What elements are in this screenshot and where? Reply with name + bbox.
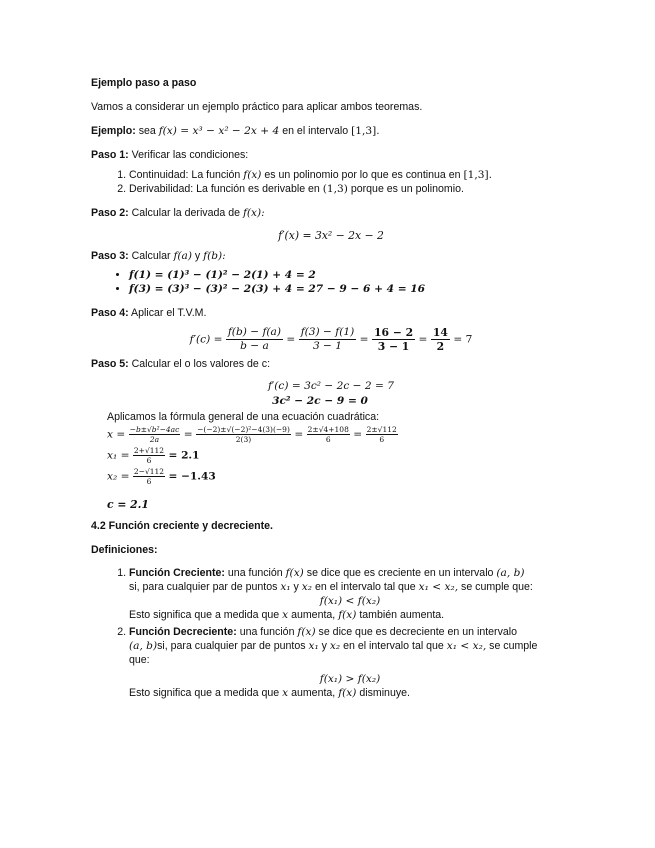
condition-item (129, 182, 571, 196)
fraction-denominator: 6 (146, 477, 152, 486)
fraction-numerator: 2±√4+108 (307, 425, 349, 434)
quadratic-fraction-2 (196, 425, 291, 444)
fraction-denominator: 3 − 1 (377, 340, 410, 353)
example-interval: [1,3]. (351, 125, 380, 137)
step1 (91, 148, 571, 162)
condition-item (129, 168, 571, 182)
step5-equations (91, 379, 571, 409)
evaluation-item: • f(3) = (3)³ − (3)² − 2(3) + 4 = 27 − 9 − 6 + 4 = 16 (129, 282, 571, 296)
step3 (91, 249, 571, 263)
step2-label: Paso 2: (91, 207, 129, 219)
definition-math: x (282, 609, 289, 621)
step3-fa: f(a) (173, 250, 192, 262)
tvm-fraction-4 (431, 326, 450, 353)
definition-text: una función (239, 626, 295, 638)
tvm-fraction-2 (299, 326, 356, 353)
definition-text: que: (129, 654, 150, 666)
example-heading: Ejemplo paso a paso (91, 77, 197, 89)
conditions-list (91, 168, 571, 196)
fraction-numerator: 14 (432, 326, 448, 339)
condition-text: Derivabilidad: La función es derivable en (129, 183, 320, 195)
definition-math: x₁ < x₂, (446, 640, 487, 652)
definition-text: también aumenta. (359, 609, 445, 621)
definition-text: Esto significa que a medida que (129, 609, 280, 621)
definition-math: x₁ (280, 581, 291, 593)
step2 (91, 206, 571, 220)
example-label: Ejemplo: (91, 125, 136, 137)
fraction-numerator: 16 − 2 (373, 326, 414, 339)
definitions (91, 566, 571, 700)
condition-text: es un polinomio por lo que es continua en (264, 169, 461, 181)
fraction-numerator: 2−√112 (133, 467, 165, 476)
fraction-denominator: 6 (379, 435, 385, 444)
definition-text: en el intervalo tal que (314, 581, 416, 593)
step3-text: Calcular (131, 250, 171, 262)
x1-fraction (133, 446, 165, 465)
fraction-denominator: 2 (436, 340, 445, 353)
tvm-equation: f′(c) = $\frac{f(b) - f(a)}{b - a}$ = $\frac{f(3) - f(1)}{3 - 1}$ = $\frac{16 - 2}{3 - 1}$ = $\frac{14}{2}$ = 7 (189, 326, 473, 353)
eq5-line1: f′(c) = 3c² − 2c − 2 = 7 (267, 380, 395, 392)
tvm-result: = 7 (453, 333, 473, 346)
definition-text: se dice que es decreciente en un intervalo (318, 626, 518, 638)
quadratic-lhs: x = (107, 428, 126, 441)
definition-text: se cumple que: (461, 581, 533, 593)
step1-text: Verificar las condiciones: (131, 149, 249, 161)
definition-math: x₂ (329, 640, 341, 652)
step2-function: f(x): (242, 207, 265, 219)
fraction-denominator: b − a (240, 340, 269, 352)
definition-math: x₂ (301, 581, 313, 593)
fraction-denominator: 2a (149, 435, 160, 444)
definition-text: Esto significa que a medida que (129, 687, 280, 699)
condition-math: f(x) (243, 169, 262, 181)
definition-text: aumenta, (291, 609, 336, 621)
definition-math: (a, b) (496, 567, 525, 579)
evaluations-list (91, 268, 571, 296)
step4-label: Paso 4: (91, 307, 129, 319)
definition-term: Función Decreciente: (129, 626, 237, 638)
document-page (91, 72, 571, 701)
x1-result: = 2.1 (168, 449, 200, 462)
tvm-fraction-1 (226, 326, 283, 353)
definition-term: Función Creciente: (129, 567, 225, 579)
condition-math: [1,3]. (463, 169, 492, 181)
definition-text: se cumple (489, 640, 538, 652)
example-text-b: en el intervalo (282, 125, 349, 137)
definition-math: f(x) (338, 687, 357, 699)
quadratic-intro: Aplicamos la fórmula general de una ecuación cuadrática: (107, 411, 380, 423)
definitions-list (91, 566, 571, 700)
fraction-numerator: f(3) − f(1) (300, 326, 355, 338)
section-title: 4.2 Función creciente y decreciente. (91, 520, 273, 532)
definition-text: en el intervalo tal que (343, 640, 444, 652)
definition-math: f(x) (338, 609, 357, 621)
definition-text: disminuye. (359, 687, 410, 699)
step1-label: Paso 1: (91, 149, 129, 161)
step2-text: Calcular la derivada de (131, 207, 240, 219)
x1-lhs: x₁ = (107, 449, 130, 462)
definition-math: x₁ < x₂, (418, 581, 459, 593)
x2-fraction (133, 467, 165, 486)
definition-math: f(x) (297, 626, 316, 638)
step4-text: Aplicar el T.V.M. (131, 307, 207, 319)
example-function: f(x) = x³ − x² − 2x + 4 (158, 125, 280, 137)
definition-increasing (129, 566, 571, 622)
definition-decreasing (129, 625, 571, 700)
definition-math: (a, b) (129, 640, 158, 652)
fraction-numerator: 2±√112 (366, 425, 397, 434)
tvm-lhs: f′(c) = (189, 333, 223, 346)
quadratic-fraction-3 (307, 425, 350, 444)
definition-text: y (293, 581, 299, 593)
step4 (91, 306, 571, 320)
step3-fb: f(b): (203, 250, 226, 262)
definition-text: una función (227, 567, 283, 579)
x2-lhs: x₂ = (107, 470, 130, 483)
fraction-numerator: 2+√112 (133, 446, 165, 455)
quadratic-fraction-1 (129, 425, 181, 444)
fraction-denominator: 3 − 1 (312, 340, 343, 352)
example-statement (91, 124, 571, 138)
fraction-denominator: 6 (146, 456, 152, 465)
step3-y: y (194, 250, 201, 262)
definition-text: se dice que es creciente en un intervalo (306, 567, 494, 579)
quadratic-fraction-4 (366, 425, 398, 444)
fraction-numerator: −(−2)±√(−2)²−4(3)(−9) (197, 425, 290, 434)
fraction-numerator: f(b) − f(a) (227, 326, 281, 338)
definitions-title: Definiciones: (91, 544, 158, 556)
evaluation-item: • f(1) = (1)³ − (1)² − 2(1) + 4 = 2 (129, 268, 571, 282)
eq5-line2: 3c² − 2c − 9 = 0 (272, 395, 368, 407)
condition-text: Continuidad: La función (129, 169, 241, 181)
definition-formula: f(x₁) < f(x₂) (319, 595, 381, 607)
step5-text: Calcular el o los valores de c: (131, 358, 271, 370)
definition-formula: f(x₁) > f(x₂) (319, 673, 381, 685)
tvm-fraction-3 (372, 326, 415, 353)
condition-math: (1,3) (322, 183, 348, 195)
definition-text: aumenta, (291, 687, 336, 699)
fraction-numerator: −b±√b²−4ac (129, 425, 180, 434)
fraction-denominator: 2(3) (235, 435, 252, 444)
step5 (91, 357, 571, 371)
x2-result: = −1.43 (168, 470, 216, 483)
definition-math: f(x) (285, 567, 304, 579)
intro-paragraph: Vamos a considerar un ejemplo práctico para aplicar ambos teoremas. (91, 101, 423, 113)
definition-math: x (282, 687, 289, 699)
condition-text: porque es un polinomio. (350, 183, 464, 195)
x1-solution (107, 446, 571, 465)
quadratic-formula: x = $\frac{\text{−b±√b²−4ac}}{2a}$ = $\frac{\text{−(−2)±√(−2)²−4(3)(−9)}}{2(3)}$ = $\frac{2\pm√4+108}{6}$ = $\frac{2\pm√112}{6}$ (107, 425, 397, 444)
fraction-denominator: 6 (325, 435, 331, 444)
x2-solution (107, 467, 571, 486)
step5-label: Paso 5: (91, 358, 129, 370)
step3-label: Paso 3: (91, 250, 129, 262)
definition-text: y (321, 640, 327, 652)
definition-text: si, para cualquier par de puntos (157, 640, 306, 652)
definition-math: x₁ (308, 640, 319, 652)
c-result: c = 2.1 (107, 498, 149, 511)
example-text-a: sea (138, 125, 156, 137)
derivative-equation: f′(x) = 3x² − 2x − 2 (278, 229, 384, 242)
definition-text: si, para cualquier par de puntos (129, 581, 278, 593)
